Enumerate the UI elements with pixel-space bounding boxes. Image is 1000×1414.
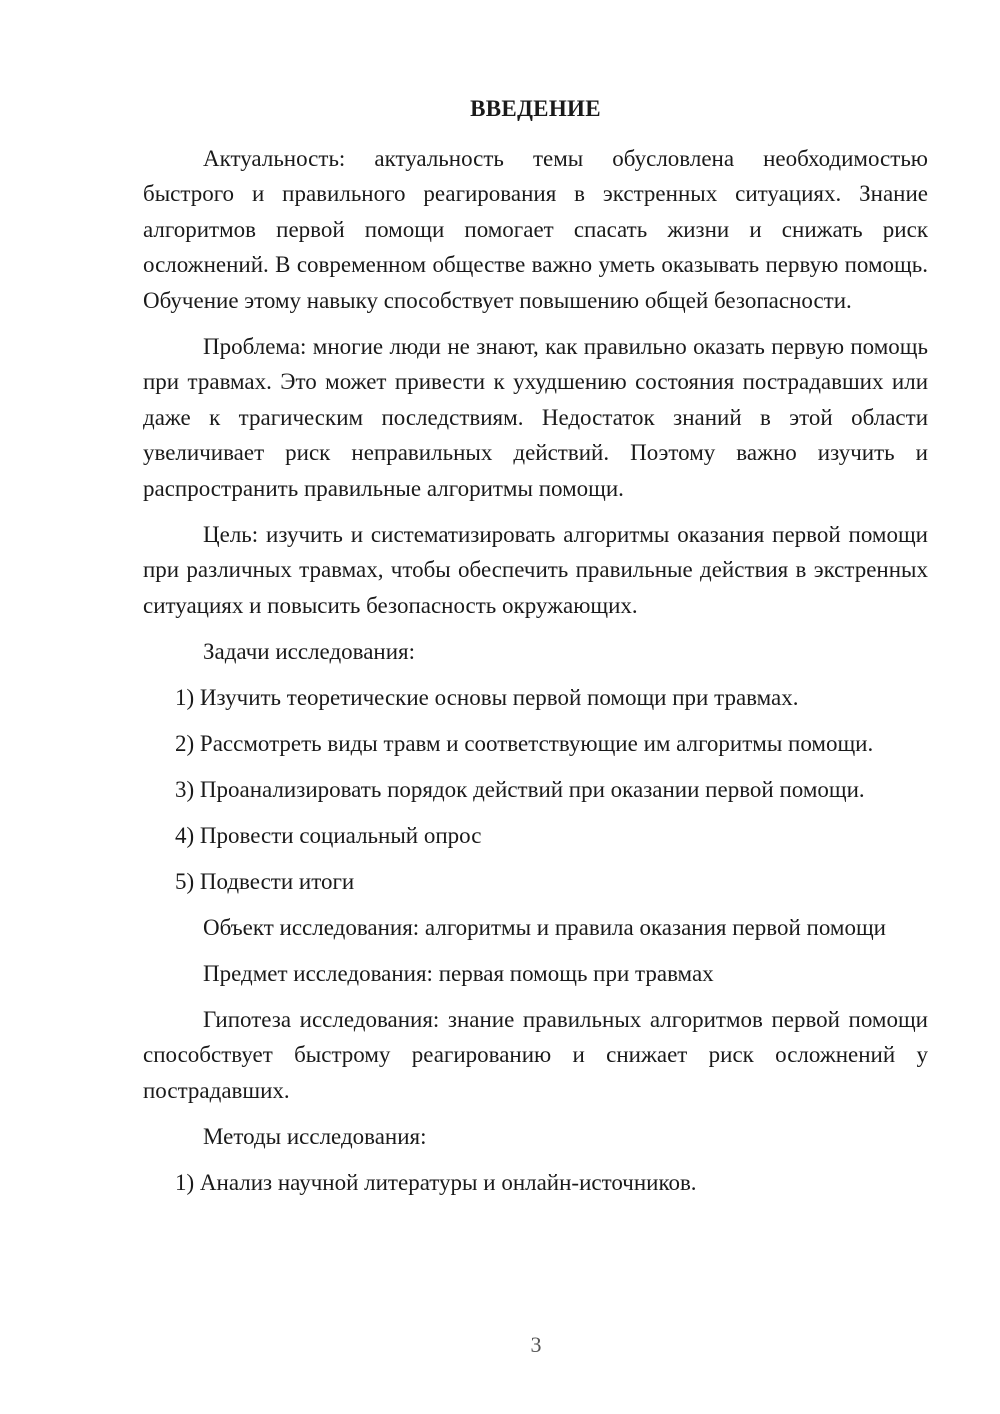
page-content: [143, 91, 928, 1211]
methods-heading: Методы исследования:: [203, 1123, 427, 1149]
task-item: 4) Провести социальный опрос: [175, 822, 482, 848]
task-item: 3) Проанализировать порядок действий при оказании первой помощи.: [175, 776, 865, 802]
page-title: ВВЕДЕНИЕ: [470, 96, 601, 121]
task-item: 2) Рассмотреть виды травм и соответствующие им алгоритмы помощи.: [175, 730, 874, 756]
hypothesis-paragraph: Гипотеза исследования: знание правильных алгоритмов первой помощи способствует быстрому реагированию и снижает риск осложнений у пострадавших.: [143, 1006, 928, 1103]
relevance-paragraph: Актуальность: актуальность темы обусловлена необходимостью быстрого и правильного реагирования в экстренных ситуациях. Знание алгоритмов первой помощи помогает спасать жизни и снижать риск осложнений. В современном обществе важно уметь оказывать первую помощь. Обучение этому навыку способствует повышению общей безопасности.: [143, 145, 928, 313]
goal-paragraph: Цель: изучить и систематизировать алгоритмы оказания первой помощи при различных травмах, чтобы обеспечить правильные действия в экстренных ситуациях и повысить безопасность окружающих.: [143, 521, 928, 618]
method-item: 1) Анализ научной литературы и онлайн-источников.: [175, 1169, 697, 1195]
object-paragraph: Объект исследования: алгоритмы и правила оказания первой помощи: [203, 914, 886, 940]
page-number: 3: [530, 1332, 542, 1357]
subject-paragraph: Предмет исследования: первая помощь при травмах: [203, 960, 714, 986]
problem-paragraph: Проблема: многие люди не знают, как правильно оказать первую помощь при травмах. Это может привести к ухудшению состояния пострадавших или даже к трагическим последствиям. Недостаток знаний в этой области увеличивает риск неправильных действий. Поэтому важно изучить и распространить правильные алгоритмы помощи.: [143, 333, 928, 501]
task-item: 1) Изучить теоретические основы первой помощи при травмах.: [175, 684, 799, 710]
task-item: 5) Подвести итоги: [175, 868, 355, 894]
tasks-heading: Задачи исследования:: [203, 638, 416, 664]
